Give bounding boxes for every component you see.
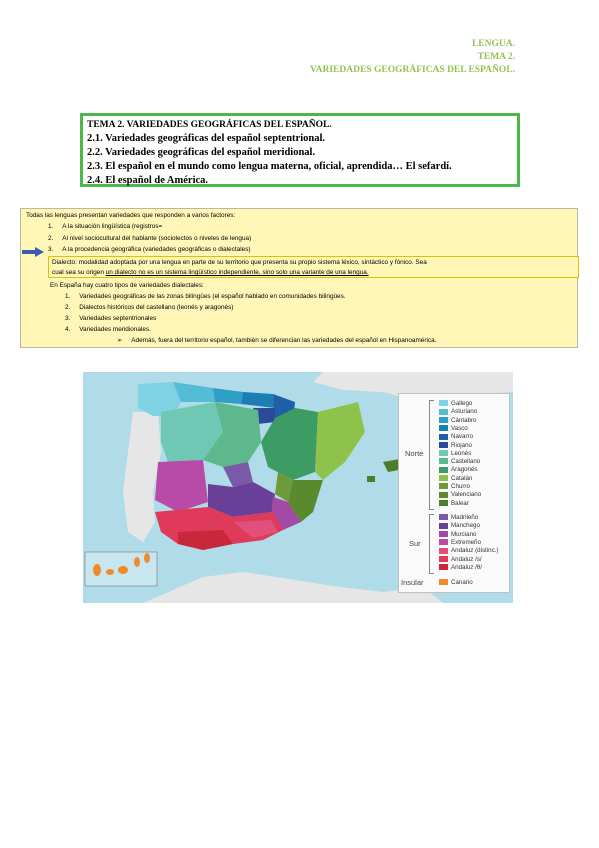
legend-item [439,564,482,572]
legend-swatch [439,579,448,585]
legend-swatch [439,564,448,570]
note-text: Además, fuera del territorio español, también se diferencian las variedades del español en Hispanoamérica. [131,337,437,344]
legend-item [439,500,469,508]
header-topic: VARIEDADES GEOGRÁFICAS DEL ESPAÑOL. [310,65,515,75]
legend-label: Asturiano [451,408,478,416]
legend-label: Andaluz /s/ [451,555,482,563]
legend-item [439,547,498,555]
type-text: Variedades septentrionales [79,315,157,322]
legend-item [439,417,476,425]
header-subject: LENGUA. [471,39,515,49]
legend-label: Balear [451,499,469,507]
dialect-definition-box [48,256,579,278]
type-text: Variedades geográficas de las zonas bilingües (el español hablado en comunidades bilingües. [79,293,346,300]
type-number: 3. [65,315,71,322]
legend-swatch [439,425,448,431]
legend-item [439,425,468,433]
factor-number: 2. [48,235,54,242]
toc-item: 2.2. Variedades geográficas del español meridional. [87,147,316,158]
legend-label: Vasco [451,424,468,432]
legend-label: Navarro [451,433,474,441]
legend-label: Murciano [451,530,477,538]
legend-item [439,442,472,450]
factor-number: 3. [48,246,54,253]
legend-label: Gallego [451,400,473,407]
legend-item [439,433,473,441]
legend-swatch [439,483,448,489]
factor-item [48,245,251,255]
factor-text: Al nivel sociocultural del hablante (sociolectos o niveles de lengua) [62,235,252,242]
legend-swatch [439,556,448,562]
toc-item: 2.4. El español de América. [87,175,209,186]
legend-label: Valenciano [451,491,482,499]
legend-swatch [439,492,448,498]
legend-swatch [439,475,448,481]
legend-label: Extremeño [451,538,481,546]
legend-item [439,522,480,530]
legend-swatch [439,539,448,545]
legend-label: Castellano [451,458,481,466]
type-number: 2. [65,304,71,311]
dialect-definition: Dialecto: modalidad adoptada por una lengua en parte de su territorio que presenta su propio sistema léxico, sintáctico y fónico. Sea [52,259,427,266]
map-legend [398,393,510,593]
legend-item [439,450,471,458]
legend-item [439,408,477,416]
legend-label: Leonés [451,449,472,457]
legend-bracket-south [429,514,434,574]
dialect-definition-cont: cual sea su origen [52,269,106,276]
legend-label: Andaluz /θ/ [451,563,482,571]
legend-swatch [439,548,448,554]
legend-swatch [439,409,448,415]
legend-label: Aragonés [451,466,478,474]
note-bullet: ➢ [117,337,123,344]
legend-swatch [439,417,448,423]
document-header [310,38,515,77]
legend-item [439,466,478,474]
legend-swatch [439,450,448,456]
type-number: 1. [65,293,71,300]
legend-swatch [439,514,448,520]
legend-label: Madrileño [451,514,479,521]
type-text: Variedades meridionales. [79,326,151,333]
legend-item [439,400,472,408]
legend-group-insular: Insular [401,578,424,587]
legend-bracket-north [429,400,434,510]
legend-swatch [439,500,448,506]
header-unit: TEMA 2. [477,52,515,62]
factor-item [48,222,162,232]
type-number: 4. [65,326,71,333]
intro-box [20,208,578,348]
legend-swatch [439,400,448,406]
legend-swatch [439,467,448,473]
legend-label: Cántabro [451,416,477,424]
legend-swatch [439,442,448,448]
legend-item [439,491,481,499]
type-item [65,314,156,324]
legend-swatch [439,531,448,537]
table-of-contents [80,113,520,187]
factor-text: A la situación lingüística (registros= [62,223,163,230]
legend-swatch [439,523,448,529]
legend-label: Riojano [451,441,472,449]
intro-lead: Todas las lenguas presentan variedades que responden a varios factores: [26,212,236,219]
legend-item [439,483,470,491]
factor-number: 1. [48,223,54,230]
legend-swatch [439,434,448,440]
legend-label: Andaluz (distinc.) [451,547,499,555]
legend-label: Catalán [451,474,473,482]
toc-item: 2.3. El español en el mundo como lengua materna, oficial, aprendida… El sefardí. [87,161,452,172]
type-text: Dialectos históricos del castellano (leonés y aragonés) [79,304,234,311]
spain-lead: En España hay cuatro tipos de variedades dialectales: [50,282,204,289]
legend-item [439,458,480,466]
toc-item: 2.1. Variedades geográficas del español septentrional. [87,133,325,144]
legend-item [439,531,476,539]
factor-item [48,234,251,244]
legend-label: Manchego [451,522,480,530]
toc-title: TEMA 2. VARIEDADES GEOGRÁFICAS DEL ESPAÑOL. [87,120,332,130]
legend-item [439,539,481,547]
legend-item [439,579,473,587]
legend-item [439,556,482,564]
factor-text: A la procedencia geográfica (variedades geográficas o dialectales) [62,246,251,253]
legend-item [439,514,478,522]
legend-group-north: Norte [405,449,424,458]
legend-group-south: Sur [409,539,421,548]
legend-swatch [439,458,448,464]
arrow-right-icon [21,247,45,257]
dialect-definition-emphasis: un dialecto no es un sistema lingüístico independiente, sino solo una variante de una lengua. [105,269,369,276]
legend-label: Canario [451,579,473,586]
note-line [117,336,436,346]
type-item [65,325,151,335]
legend-item [439,475,472,483]
legend-label: Churro [451,483,470,490]
type-item [65,303,233,313]
type-item [65,292,346,302]
